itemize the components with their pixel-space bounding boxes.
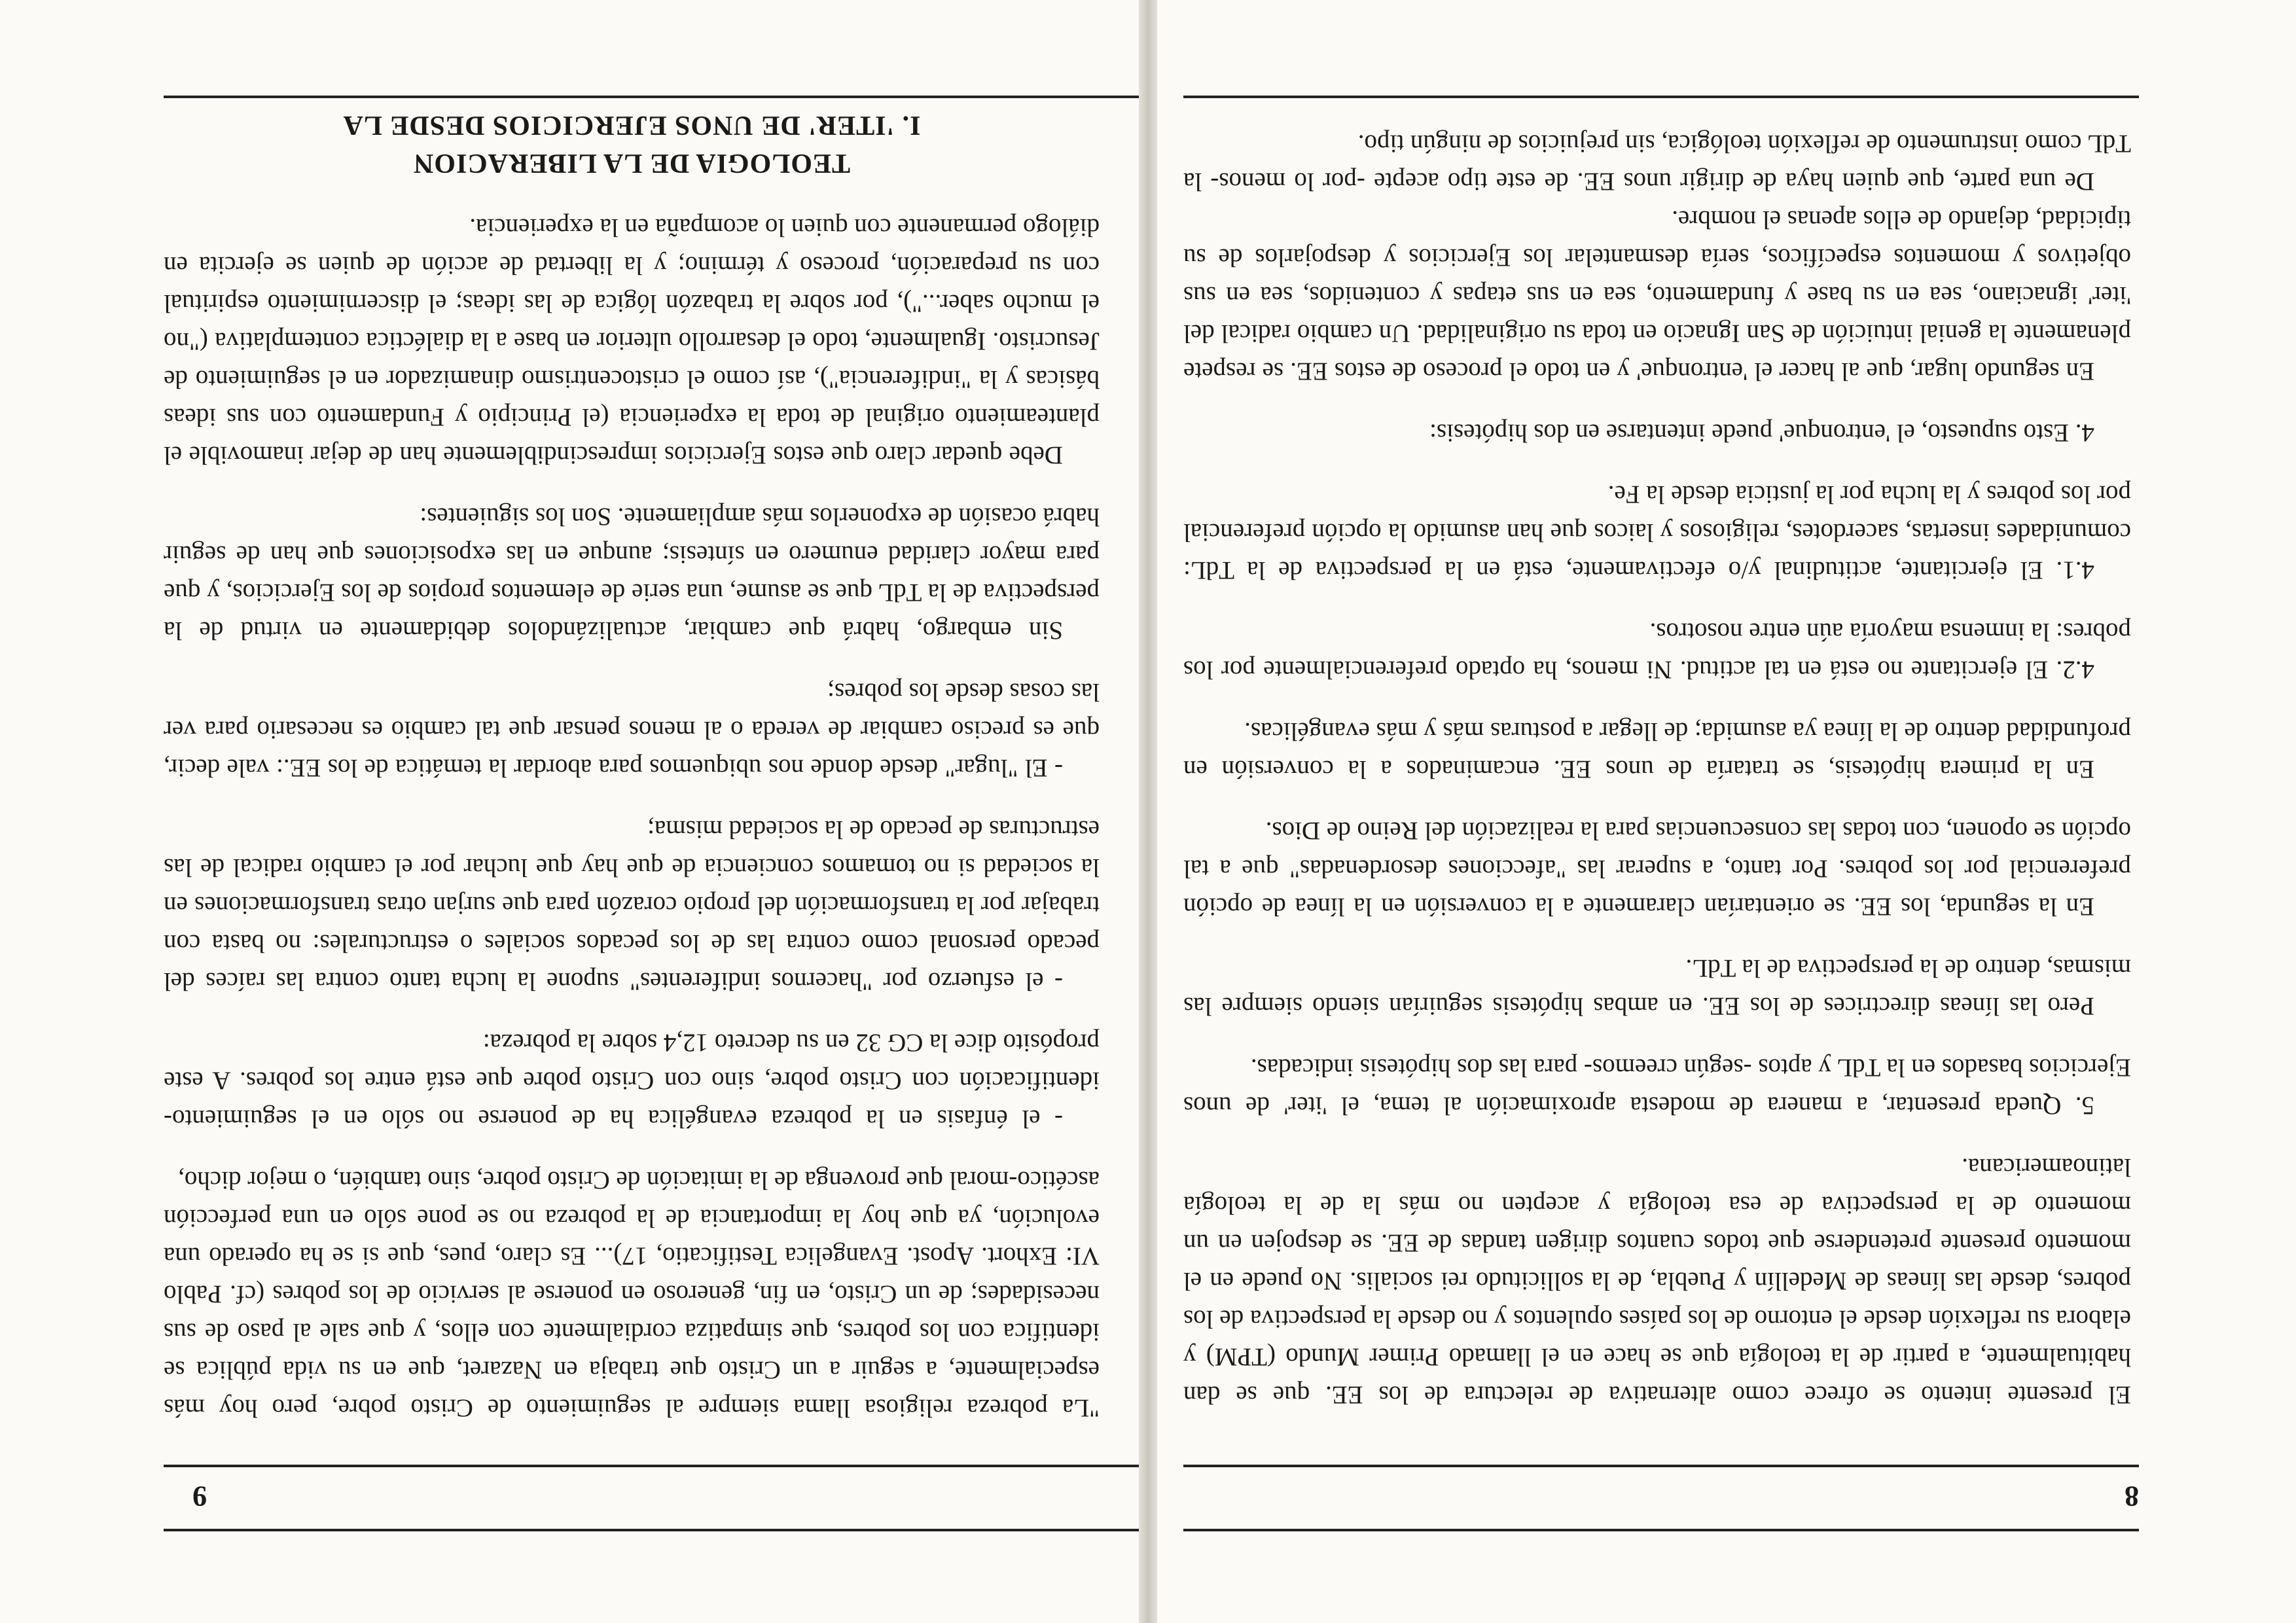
- chapter-title: [164, 106, 1100, 182]
- footer-rule: [1183, 96, 2139, 98]
- paragraph: - El "lugar" desde donde nos ubiquemos para abordar la temática de los EE.: vale decir, que es preciso cambiar de vereda o al menos pensar que tal cambio es necesario para ver las cosas desde los pobres;: [164, 678, 1100, 782]
- paragraph: 4.2. El ejercitante no está en tal actitud. Ni menos, ha optado preferencialmente por los pobres: la inmensa mayoría aún entre nosotros.: [1183, 618, 2131, 684]
- paragraph: Sin embargo, habrá que cambiar, actualizándolos debidamente en virtud de la perspectiva de la TdL que se asume, una serie de elementos propios de los Ejercicios, y que para mayor claridad enumero en síntesis; aunque en las exposiciones que han de seguir habrá ocasión de exponerlos más ampliamente. Son los siguientes:: [164, 503, 1100, 645]
- book-gutter: [1139, 0, 1157, 1623]
- page-body: [1183, 124, 2131, 1414]
- paragraph: 4.1. El ejercitante, actitudinal y/o efectivamente, está en la perspectiva de la TdL: comunidades insertas, sacerdotes, religiosos y laicos que han asumido la opción preferencial por los pobres y la lucha por la justicia desde la Fe.: [1183, 480, 2131, 584]
- page-right: [0, 0, 1139, 1623]
- paragraph: Debe quedar claro que estos Ejercicios imprescindiblemente han de dejar inamovible el planteamiento original de toda la experiencia (el Principio y Fundamento con sus ideas básicas y la "indiferencia"), así como el cristocentrismo dinamizador en el seguimiento de Jesucristo. Igualmente, todo el desarrollo ulterior en base a la dialéctica contemplativa ("no el mucho saber..."), por sobre la trabazón lógica de las ideas; el discernimiento espiritual con su preparación, proceso y término; y la libertad de acción de quien se ejercita en diálogo permanente con quien lo acompaña en la experiencia.: [164, 213, 1100, 469]
- paragraph: Pero las líneas directrices de los EE. en ambas hipótesis seguirían siendo siempre las mismas, dentro de la perspectiva de la TdL.: [1183, 954, 2131, 1020]
- paragraph: - el énfasis en la pobreza evangélica ha de ponerse no sólo en el seguimiento-identificación con Cristo pobre, sino con Cristo pobre que está entre los pobres. A este propósito dice la CG 32 en su decreto 12,4 sobre la pobreza:: [164, 1029, 1100, 1133]
- paragraph: El presente intento se ofrece como alternativa de relectura de los EE. que se dan habitualmente, a partir de la teología que se hace en el llamado Primer Mundo (TPM) y elabora su reflexión desde el entorno de los países opulentos y no desde la perspectiva de los pobres, desde las líneas de Medellín y Puebla, de la sollicitudo rei socialis. No puede en el momento presente pretenderse que todos cuantos dirigen tandas de EE. se despojen en un momento de la perspectiva de esa teología y acepten no más la de la teología latinoamericana.: [1183, 1153, 2131, 1409]
- header-rule: [164, 1529, 1139, 1531]
- page-body: [164, 77, 1100, 1427]
- page-number: 9: [192, 1480, 207, 1512]
- chapter-title-line: I. 'ITER' DE UNOS EJERCICIOS DESDE LA: [342, 110, 921, 140]
- page-left: [1157, 0, 2296, 1623]
- chapter-title-line: TEOLOGIA DE LA LIBERACION: [413, 148, 851, 178]
- paragraph: En la segunda, los EE. se orientarían claramente a la conversión en la línea de opción preferencial por los pobres. Por tanto, a superar las "afecciones desordenadas" que a tal opción se oponen, con todas las consecuencias para la realización del Reino de Dios.: [1183, 817, 2131, 921]
- header-rule-lower: [164, 1465, 1139, 1467]
- paragraph: De una parte, que quien haya de dirigir unos EE. de este tipo acepte -por lo menos- la TdL como instrumento de reflexión teológica, sin prejuicios de ningún tipo.: [1183, 130, 2131, 196]
- paragraph: En segundo lugar, que al hacer el 'entronque' y en todo el proceso de estos EE. se respete plenamente la genial intuición de San Ignacio en toda su originalidad. Un cambio radical del 'iter' ignaciano, sea en su base y fundamento, sea en sus etapas y contenidos, sea en sus objetivos y momentos específicos, sería desmantelar los Ejercicios y despojarlos de su tipicidad, dejando de ellos apenas el nombre.: [1183, 205, 2131, 385]
- header-rule-lower: [1183, 1465, 2139, 1467]
- paragraph: 5. Queda presentar, a manera de modesta aproximación al tema, el 'iter' de unos Ejercicios basados en la TdL y aptos -según creemos- para las dos hipótesis indicadas.: [1183, 1054, 2131, 1120]
- paragraph: 4. Esto supuesto, el 'entronque' puede intentarse en dos hipótesis:: [1429, 419, 2094, 447]
- footer-rule: [164, 96, 1139, 98]
- paragraph: "La pobreza religiosa llama siempre al seguimiento de Cristo pobre, pero hoy más especialmente, a seguir a un Cristo que trabaja en Nazaret, que en su vida pública se identifica con los pobres, que simpatiza cordialmente con ellos, y que sale al paso de sus necesidades; de un Cristo, en fin, generoso en ponerse al servicio de los pobres (cf. Pablo VI: Exhort. Apost. Evangelica Testificatio, 17)... Es claro, pues, que si se ha operado una evolución, ya que hoy la importancia de la pobreza no se pone sólo en una perfección ascético-moral que provenga de la imitación de Cristo pobre, sino también, o mejor dicho,: [164, 1166, 1100, 1422]
- header-rule: [1183, 1529, 2139, 1531]
- page-number: 8: [2125, 1480, 2139, 1512]
- paragraph: - el esfuerzo por "hacernos indiferentes" supone la lucha tanto contra las raíces del pecado personal como contra las de los pecados sociales o estructurales: no basta con trabajar por la transformación del propio corazón para que surjan otras transformaciones en la sociedad si no tomamos conciencia de que hay que luchar por el cambio radical de las estructuras de pecado de la sociedad misma;: [164, 815, 1100, 995]
- paragraph: En la primera hipótesis, se trataría de unos EE. encaminados a la conversión en profundidad dentro de la línea ya asumida; de llegar a posturas más y más evangélicas.: [1183, 717, 2131, 783]
